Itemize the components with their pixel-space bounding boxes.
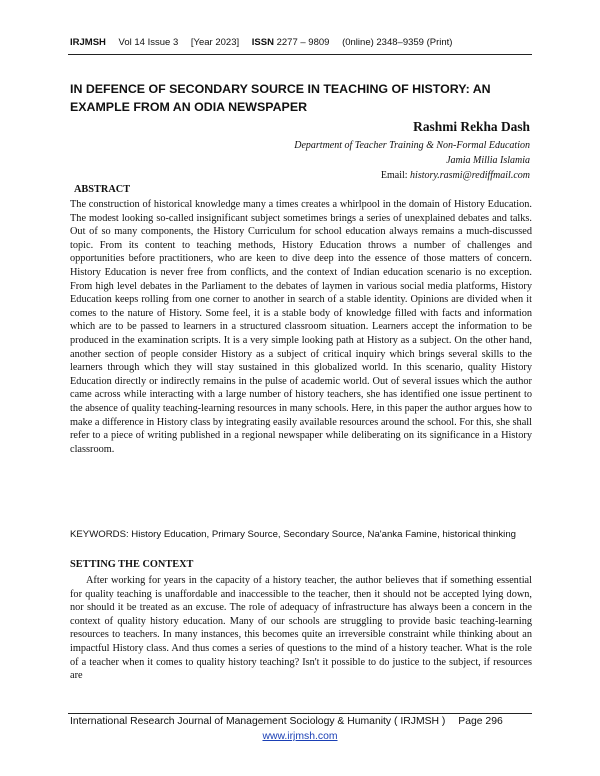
page-number: Page 296: [458, 716, 503, 727]
author-affiliation: [294, 138, 530, 183]
issn-label: ISSN: [251, 37, 274, 48]
section-heading: SETTING THE CONTEXT: [70, 559, 194, 570]
email-address[interactable]: history.rasmi@rediffmail.com: [410, 170, 530, 181]
department: Department of Teacher Training & Non-Formal Education: [294, 140, 530, 151]
volume-issue: Vol 14 Issue 3: [118, 37, 179, 48]
header-rule: [68, 54, 532, 55]
author-name: Rashmi Rekha Dash: [413, 119, 530, 134]
journal-website-link[interactable]: www.irjmsh.com: [262, 731, 338, 742]
email-line: [294, 168, 530, 183]
year: [Year 2023]: [190, 37, 240, 48]
running-footer: [70, 716, 532, 727]
email-label: Email:: [380, 170, 408, 181]
journal-abbrev: IRJMSH: [70, 37, 106, 48]
issn-number: 2277 – 9809: [276, 37, 330, 48]
section-text: After working for years in the capacity of a history teacher, the author believes that if something essential for quality teaching is unaffordable and inaccessible to the teacher, then it should not be accepted lying down, nor should it be treated as an excuse. The role of adequacy of infrastructure has always been a concern in the context of quality history education. Many of our schools are struggling to provide basic teaching-learning resources to teachers. In many instances, this becomes quite an irreversible constraint while thinking about an impactful History class. And thus comes a series of questions to the mind of a history teacher. What is the role of a teacher when it comes to quality history teaching? Isn't it possible to do justice to the subject, if resources are: [70, 575, 532, 682]
running-header: [70, 37, 530, 51]
abstract-text: The construction of historical knowledge many a times creates a whirlpool in the domain of History Education. The modest looking so-called insignificant subject sometimes brings a series of unexplained debates and talks. Out of so many components, the History Curriculum for school education always remains a much-discussed topic. From its content to teaching methods, History Education throws a number of challenges and opportunities before practitioners, who are keen to dive deep into the essence of those matters of concern. History Education is never free from conflicts, and the context of Indian education scenario is no exception. From high level debates in the Parliament to the debates of laymen in various social media platforms, History Education keeps rolling from one corner to another in search of a stable identity. Opinions are divided when it comes to the nature of History. Some feel, it is a stable body of knowledge filled with facts and information which are to be passed to learners in a structured classroom situation. Learners accept the information to be produced in the examination scripts. It is a very simple looking path at History as a subject. On the other hand, another section of people consider History as a subject of critical inquiry which brings several skills to the learners through which they will stay sustained in this globalized world. In this scenario, quality History Education directly or indirectly remains in the pulse of academic world. Out of several issues which the author came across while interacting with a large number of history teachers, she has identified one issue pertinent to the absence of quality teaching-learning resources in many schools. Here, in this paper the author argues how to make a difference in History class by integrating easily available resources around the school. For this, she shall refer to a piece of writing published in a regional newspaper while deliberating on its significance in a History classroom.: [70, 199, 532, 455]
footer-rule: [68, 713, 532, 714]
issn-online: (0nline) 2348–9359 (Print): [342, 37, 453, 48]
paper-title: IN DEFENCE OF SECONDARY SOURCE IN TEACHING OF HISTORY: AN EXAMPLE FROM AN ODIA NEWSPAPER: [70, 82, 491, 114]
abstract-heading: ABSTRACT: [74, 184, 131, 195]
keywords: KEYWORDS: History Education, Primary Source, Secondary Source, Na'anka Famine, historical thinking: [70, 529, 516, 540]
footer-journal-name: International Research Journal of Management Sociology & Humanity ( IRJMSH ): [70, 716, 446, 727]
university: Jamia Millia Islamia: [446, 155, 530, 166]
